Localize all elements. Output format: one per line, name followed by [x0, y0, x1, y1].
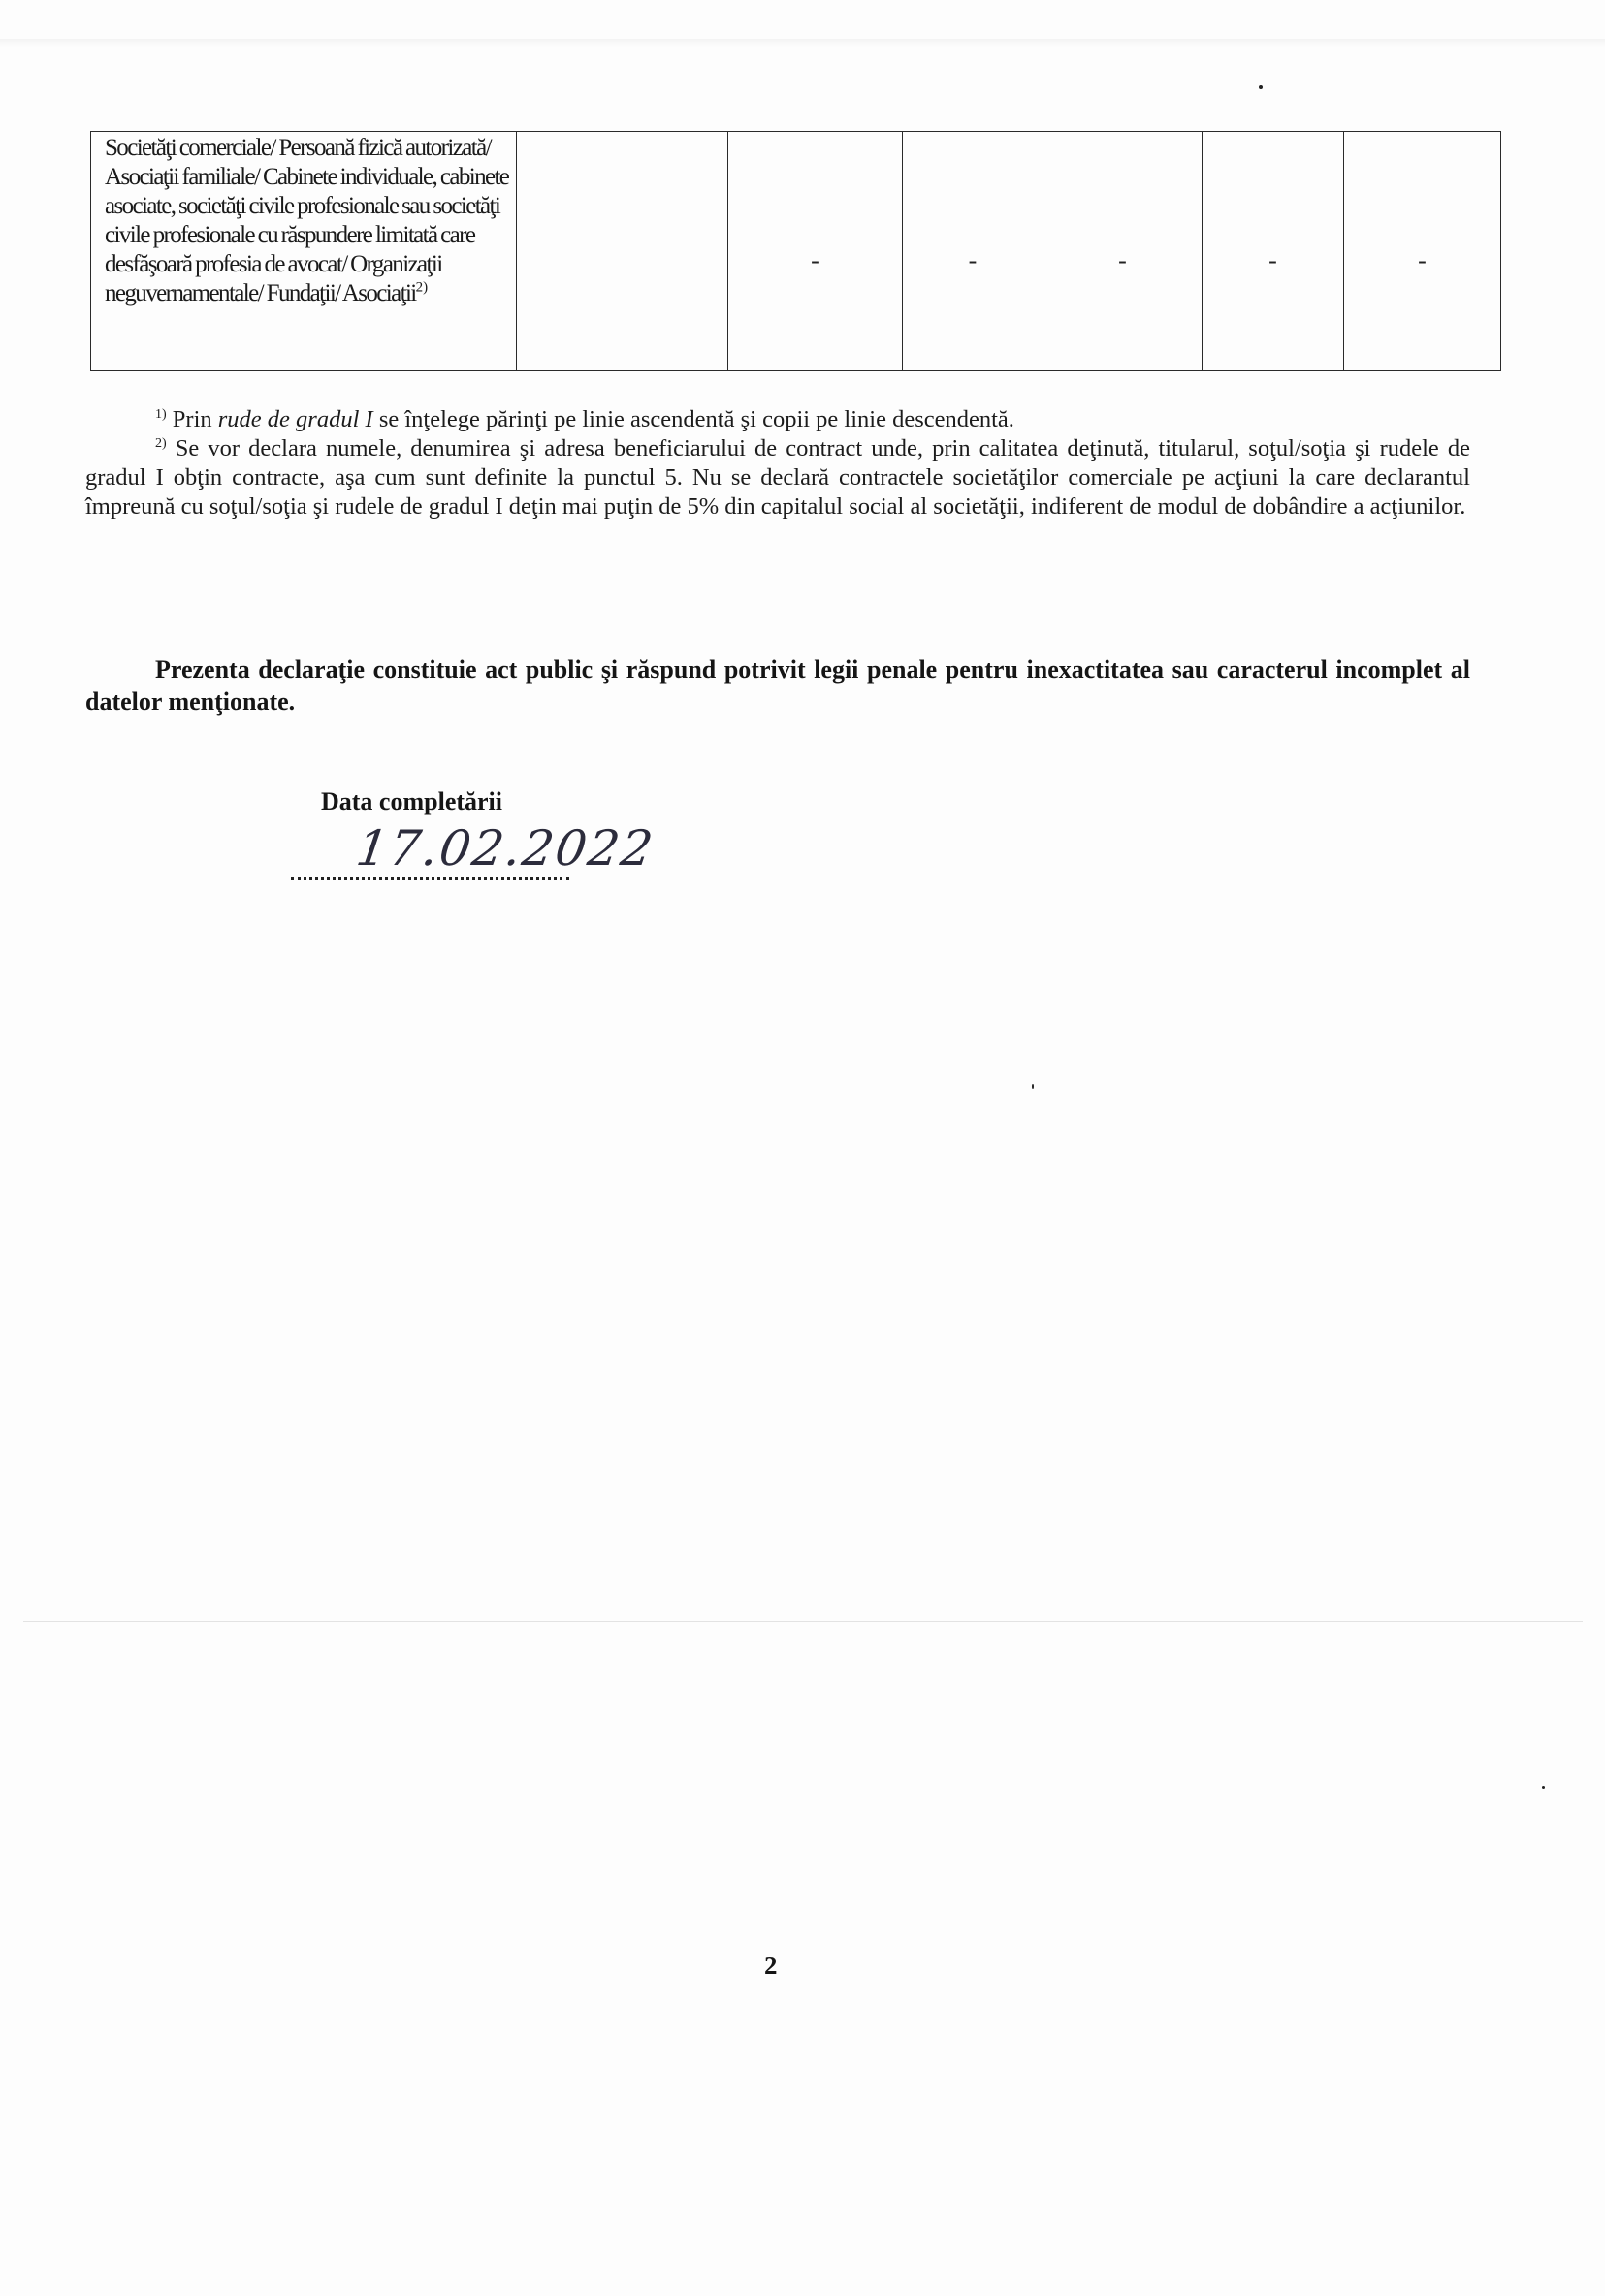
- scan-fold-line: [23, 1621, 1583, 1622]
- cell-value: -: [1268, 246, 1277, 274]
- cell-value: -: [811, 246, 819, 274]
- date-label: Data completării: [321, 787, 503, 815]
- scan-speck: [1259, 85, 1263, 89]
- cell-value: -: [1118, 246, 1127, 274]
- footnote-2-marker: 2): [155, 435, 167, 451]
- contracts-table-section: [90, 131, 1501, 371]
- footnote-1-text: se înţelege părinţi pe linie ascendentă şi copii pe linie descendentă.: [378, 406, 1014, 432]
- handwritten-date: 17.02.2022: [352, 820, 658, 877]
- footnote-1-marker: 1): [155, 406, 167, 422]
- table-cell: [903, 132, 1043, 371]
- scan-speck: [1542, 1786, 1545, 1789]
- cell-value: -: [968, 246, 978, 274]
- scan-speck: [1032, 1084, 1034, 1089]
- footnote-1-term: rude de gradul I: [217, 406, 373, 432]
- row-label-text: Societăţi comerciale/ Persoană fizică autorizată/ Asociaţii familiale/ Cabinete individuale, cabinete asociate, societăţi civile profesionale sau societăţi civile profesionale cu răspundere limitată care desfăşoară profesia de avocat/ Organizaţii neguvernamentale/ Fundaţii/ Asociaţii: [105, 135, 509, 306]
- declaration-statement: Prezenta declaraţie constituie act public şi răspund potrivit legii penale pentru inexactitatea sau caracterul incomplet al datelor menţionate.: [85, 655, 1470, 716]
- footnote-marker: 2): [415, 279, 429, 296]
- row-label-cell: [91, 132, 517, 371]
- table-row: [91, 132, 1501, 371]
- footnote-1-prefix: Prin: [172, 406, 212, 432]
- footnote-1: [85, 405, 1470, 434]
- table-cell: [1203, 132, 1344, 371]
- footnote-2-text: Se vor declara numele, denumirea şi adresa beneficiarului de contract unde, prin calitatea deţinută, titularul, soţul/soţia şi rudele de gradul I obţin contracte, aşa cum sunt definite la punctul 5. Nu se declară contractele societăţilor comerciale pe acţiuni la care declarantul împreună cu soţul/soţia şi rudele de gradul I deţin mai puţin de 5% din capitalul social al societăţii, indiferent de modul de dobândire a acţiunilor.: [85, 435, 1471, 520]
- footnote-2: [85, 434, 1470, 522]
- contracts-table: [90, 131, 1501, 371]
- footnotes: [85, 405, 1470, 522]
- page-number: 2: [764, 1951, 778, 1980]
- table-cell: [517, 132, 728, 371]
- scan-edge: [0, 39, 1605, 47]
- table-cell: [728, 132, 903, 371]
- table-cell: [1043, 132, 1203, 371]
- row-label: [105, 132, 514, 308]
- table-cell: [1344, 132, 1501, 371]
- date-dotted-line: [291, 877, 569, 880]
- cell-value: -: [1418, 246, 1427, 274]
